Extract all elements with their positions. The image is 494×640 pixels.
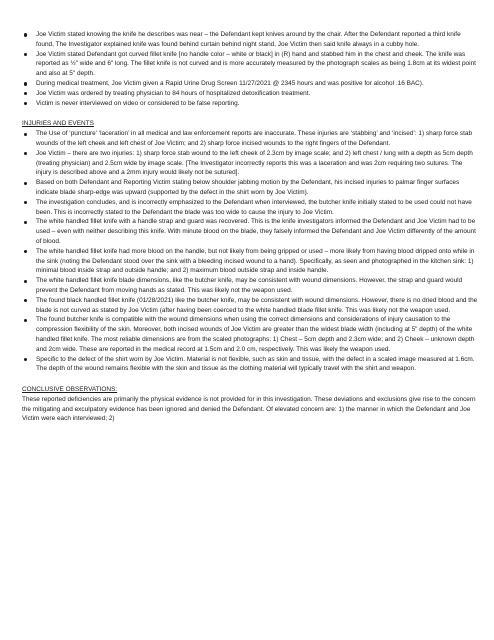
list-item: The white handled fillet knife blade dimensions, like the butcher knife, may be consistent with wound dimensions. However, the strap and guard would prevent the Defendant from moving hands as stated. This was likely not the weapon used. [22, 276, 478, 296]
top-bullet-list [22, 30, 478, 108]
injuries-heading: INJURIES AND EVENTS [22, 120, 94, 128]
list-item: The Use of ‘puncture’ ‘laceration’ in all medical and law enforcement reports are inaccurate. These injuries are ‘stabbing’ and ‘incised’: 1) sharp force stab wounds of the left cheek and left chest of Joe Victim; and 2) sharp force incised wounds to the right fingers of the Defendant. [22, 129, 478, 149]
list-item: The white handled fillet knife had more blood on the handle, but not likely from being gripped or used – more likely from having blood dripped onto while in the sink (noting the Defendant stood over the sink with a bleeding incised wound to a hand). Specifically, as seen and photographed in the kitchen sink: 1) minimal blood inside strap and outside handle; and 2) maximum blood outside strap and inside handle. [22, 247, 478, 276]
list-item: The found black handled fillet knife (01/28/2021) like the butcher knife, may be consistent with wound dimensions. However, there is no dried blood and the blade is not curved as stated by Joe Victim (after having been coerced to the white handled blade fillet knife. This was likely not the weapon used. [22, 296, 478, 316]
list-item: The found butcher knife is compatible with the wound dimensions when using the correct dimensions and considerations of injury causation to the compression flexibility of the skin. Moreover, both incised wounds of Joe Victim are greater than the widest blade width (including at 5" depth) of the white handled fillet knife. The most reliable dimensions are from the scaled photographs: 1) Chest – 5cm depth and 2.3cm wide; and 2) Cheek – unknown depth and 2cm wide. These are reported in the medical record at 1.5cm and 2.0 cm, respectively. This was likely the weapon used. [22, 315, 478, 354]
list-item: Specific to the defect of the shirt worn by Joe Victim. Material is not flexible, such as skin and tissue, with the defect in a scaled image measured at 1.6cm. The depth of the wound remains flexible with the skin and tissue as the clothing material will typically travel with the shirt and weapon. [22, 355, 478, 375]
spacer [22, 374, 478, 380]
list-item: Joe Victim – there are two injuries: 1) sharp force stab wound to the left cheek of 2.3cm by image scale; and 2) left chest / lung with a depth as 5cm depth (treating physician) and 2.5cm wide by image scale. [The Investigator incorrectly reports this was a laceration and was 2cm requiring two sutures. The injury is described above and a 2mm injury would likely not be sutured]. [22, 149, 478, 178]
list-item: Based on both Defendant and Reporting Victim stating below shoulder jabbing motion by the Defendant, his incised injuries to palmar finger surfaces indicate blade sharp-edge was upward (supported by the defect in the shirt worn by Joe Victim). [22, 178, 478, 198]
list-item: During medical treatment, Joe Victim given a Rapid Urine Drug Screen 11/27/2021 @ 2345 hours and was positive for alcohol .16 BAC). [22, 79, 478, 89]
list-item: The investigation concludes, and is incorrectly emphasized to the Defendant when interviewed, the butcher knife initially stated to be used could not have been. This is incorrectly stated to the Defendant the blade was too wide to cause the injury to Joe Victim. [22, 198, 478, 218]
conclusive-heading: CONCLUSIVE OBSERVATIONS: [22, 386, 118, 394]
spacer [22, 108, 478, 114]
list-item: The white handled fillet knife with a handle strap and guard was recovered. This is the knife investigators informed the Defendant and Joe Victim had to be used – even with neither describing this knife. With minute blood on the blade, they falsely informed the Defendant and Joe Victim differently of the amount of blood. [22, 217, 478, 246]
injuries-bullet-list [22, 129, 478, 374]
conclusive-paragraph: These reported deficiencies are primarily the physical evidence is not provided for in this investigation. These deviations and exclusions give rise to the concern the mitigating and exculpatory evidence has been ignored and denied the Defendant. Of elevated concern are: 1) the manner in which the Defendant and Joe Victim were each interviewed; 2) [22, 395, 476, 423]
list-item: Victim is never interviewed on video or considered to be false reporting. [22, 99, 478, 109]
list-item: Joe Victim stated knowing the knife he describes was near – the Defendant kept knives around by the chair. After the Defendant reported a third knife found, The Investigator explained knife was found behind curtain behind night stand, Joe Victim then said knife always in a cubby hole. [22, 30, 478, 50]
list-item: Joe Victim was ordered by treating physician to 84 hours of hospitalized detoxification treatment. [22, 89, 478, 99]
list-item: Joe Victim stated Defendant got curved fillet knife [no handle color – white or black] in (R) hand and stabbed him in the chest and cheek. The knife was reported as ½" wide and 6" long. The fillet knife is not curved and is more accurately measured by the photograph scales as being 1.8cm at its widest point and also at 5" depth. [22, 50, 478, 79]
